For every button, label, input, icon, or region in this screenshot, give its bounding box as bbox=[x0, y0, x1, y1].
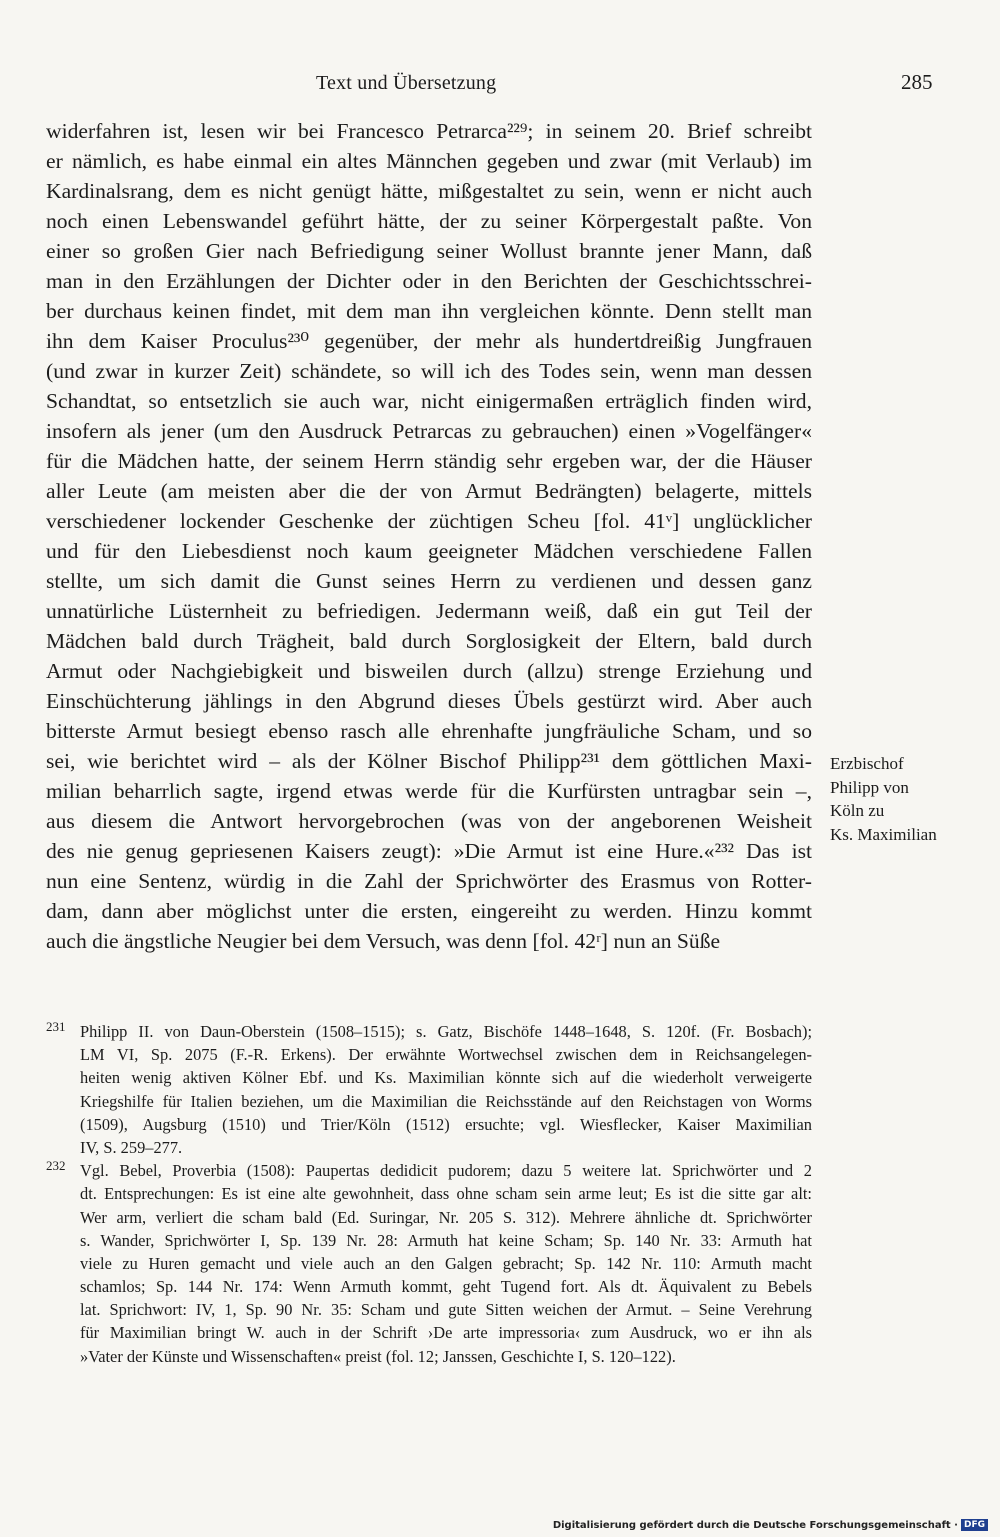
body-line: milian beharrlich sagte, irgend etwas werde für die Kurfürsten untragbar sein –, bbox=[46, 779, 812, 803]
body-line: insofern als jener (um den Ausdruck Petrarcas zu gebrauchen) einen »Vogelfänger« bbox=[46, 419, 812, 443]
body-line: ber durchaus keinen findet, mit dem man ihn vergleichen könnte. Denn stellt man bbox=[46, 299, 812, 323]
body-line: unnatürliche Lüsternheit zu befriedigen. Jedermann weiß, daß ein gut Teil der bbox=[46, 599, 812, 623]
margin-note bbox=[830, 752, 980, 846]
body-line: ihn dem Kaiser Proculus²³⁰ gegenüber, der mehr als hundertdreißig Jungfrauen bbox=[46, 329, 812, 353]
footnote-line: (1509), Augsburg (1510) und Trier/Köln (1512) ersuchte; vgl. Wiesflecker, Kaiser Maximilian bbox=[80, 1114, 812, 1134]
body-line: einer so großen Gier nach Befriedigung seiner Wollust brannte jener Mann, daß bbox=[46, 239, 812, 263]
footnote-line: Philipp II. von Daun-Oberstein (1508–1515); s. Gatz, Bischöfe 1448–1648, S. 120f. (Fr. Bosbach); bbox=[80, 1022, 812, 1041]
body-line: (und zwar in kurzer Zeit) schändete, so will ich des Todes sein, wenn man dessen bbox=[46, 359, 812, 383]
footnote-line: LM VI, Sp. 2075 (F.-R. Erkens). Der erwähnte Wortwechsel zwischen dem in Reichsangelegen- bbox=[80, 1045, 812, 1065]
footnote-line: »Vater der Künste und Wissenschaften« preist (fol. 12; Janssen, Geschichte I, S. 120–122). bbox=[80, 1346, 676, 1366]
footnote-line: heiten wenig aktiven Kölner Ebf. und Ks. Maximilian könnte sich auf die wiederholt verweigerte bbox=[80, 1068, 812, 1088]
margin-note-line: Köln zu bbox=[830, 801, 885, 820]
credit-text: Digitalisierung gefördert durch die Deutsche Forschungsgemeinschaft · bbox=[552, 1520, 958, 1531]
margin-note-line: Erzbischof bbox=[830, 754, 904, 773]
body-line: man in den Erzählungen der Dichter oder in den Berichten der Geschichtsschrei- bbox=[46, 269, 812, 293]
body-line: Armut oder Nachgiebigkeit und bisweilen durch (allzu) strenge Erziehung und bbox=[46, 659, 812, 683]
page-number: 285 bbox=[901, 70, 933, 94]
footnote-line: Kriegshilfe für Italien beziehen, um die Maximilian die Reichsstände auf den Reichstagen von Worms bbox=[80, 1091, 812, 1111]
footnote-number: 232 bbox=[46, 1158, 66, 1174]
body-line: nun eine Sentenz, würdig in die Zahl der Sprichwörter des Erasmus von Rotter- bbox=[46, 869, 812, 893]
footnote-line: Vgl. Bebel, Proverbia (1508): Paupertas dedidicit pudorem; dazu 5 weitere lat. Sprichwörter und 2 bbox=[80, 1161, 812, 1181]
margin-note-line: Ks. Maximilian bbox=[830, 824, 937, 844]
footnote-line: für Maximilian bringt W. auch in der Schrift ›De arte impressoria‹ zum Ausdruck, wo er ihn als bbox=[80, 1323, 812, 1343]
footnote-number: 231 bbox=[46, 1019, 66, 1034]
body-line: Mädchen bald durch Trägheit, bald durch Sorglosigkeit der Eltern, bald durch bbox=[46, 629, 812, 653]
body-line: bitterste Armut besiegt ebenso rasch alle ehrenhafte jungfräuliche Scham, und so bbox=[46, 719, 812, 743]
body-line: verschiedener lockender Geschenke der züchtigen Scheu [fol. 41ᵛ] unglücklicher bbox=[46, 509, 812, 533]
footnote-line: lat. Sprichwort: IV, 1, Sp. 90 Nr. 35: Scham und gute Sitten weichen der Armut. – Seine Verehrung bbox=[80, 1300, 812, 1320]
body-line: des nie genug gepriesenen Kaisers zeugt): »Die Armut ist eine Hure.«²³² Das ist bbox=[46, 839, 812, 863]
body-line: Kardinalsrang, dem es nicht genügt hätte, mißgestaltet zu sein, wenn er nicht auch bbox=[46, 179, 812, 203]
body-line: für die Mädchen hatte, der seinem Herrn ständig sehr ergeben war, der die Häuser bbox=[46, 449, 812, 473]
body-line: widerfahren ist, lesen wir bei Francesco Petrarca²²⁹; in seinem 20. Brief schreibt bbox=[46, 119, 812, 143]
body-line: noch einen Lebenswandel geführt hätte, der zu seiner Körpergestalt paßte. Von bbox=[46, 209, 812, 233]
footnote-line: viele zu Huren gemacht und viele auch an den Galgen gebracht; Sp. 142 Nr. 110: Armuth macht bbox=[80, 1253, 812, 1273]
body-line: aus diesem die Antwort hervorgebrochen (was von der angeborenen Weisheit bbox=[46, 809, 812, 833]
footnote-line: IV, S. 259–277. bbox=[80, 1137, 183, 1157]
digitization-credit bbox=[553, 1519, 988, 1531]
body-line: er nämlich, es habe einmal ein altes Männchen gegeben und zwar (mit Verlaub) im bbox=[46, 149, 812, 173]
dfg-logo: DFG bbox=[961, 1519, 988, 1531]
margin-note-line: Philipp von bbox=[830, 777, 909, 797]
footnote-line: dt. Entsprechungen: Es ist eine alte gewohnheit, dass ohne scham sein arme leut; Es ist die sitte gar alt: bbox=[80, 1184, 812, 1204]
footnote-line: Wer arm, verliert die scham bald (Ed. Suringar, Nr. 205 S. 312). Mehrere ähnliche dt. Sprichwörter bbox=[80, 1207, 812, 1227]
footnote bbox=[46, 1020, 812, 1159]
footnotes bbox=[46, 1020, 812, 1368]
body-line: Einschüchterung jählings in den Abgrund dieses Übels gestürzt wird. Aber auch bbox=[46, 689, 812, 713]
footnote-line: schamlos; Sp. 144 Nr. 174: Wenn Armuth kommt, geht Tugend fort. Als dt. Äquivalent zu Bebels bbox=[80, 1277, 812, 1297]
body-line: sei, wie berichtet wird – als der Kölner Bischof Philipp²³¹ dem göttlichen Maxi- bbox=[46, 749, 812, 773]
body-line: Schandtat, so entsetzlich sie auch war, nicht einigermaßen erträglich finden wird, bbox=[46, 389, 812, 413]
body-text bbox=[46, 116, 812, 956]
body-line: dam, dann aber möglichst unter die ersten, eingereiht zu werden. Hinzu kommt bbox=[46, 899, 812, 923]
body-line: stellte, um sich damit die Gunst seines Herrn zu verdienen und dessen ganz bbox=[46, 569, 812, 593]
body-line: aller Leute (am meisten aber die der von Armut Bedrängten) belagerte, mittels bbox=[46, 479, 812, 503]
body-line: auch die ängstliche Neugier bei dem Versuch, was denn [fol. 42ʳ] nun an Süße bbox=[46, 929, 721, 953]
running-title: Text und Übersetzung bbox=[316, 72, 497, 94]
footnote-line: s. Wander, Sprichwörter I, Sp. 139 Nr. 28: Armuth hat keine Scham; Sp. 140 Nr. 33: Armuth hat bbox=[80, 1230, 812, 1250]
footnote bbox=[46, 1159, 812, 1368]
body-line: und für den Liebesdienst noch kaum geeigneter Mädchen verschiedene Fallen bbox=[46, 539, 812, 563]
